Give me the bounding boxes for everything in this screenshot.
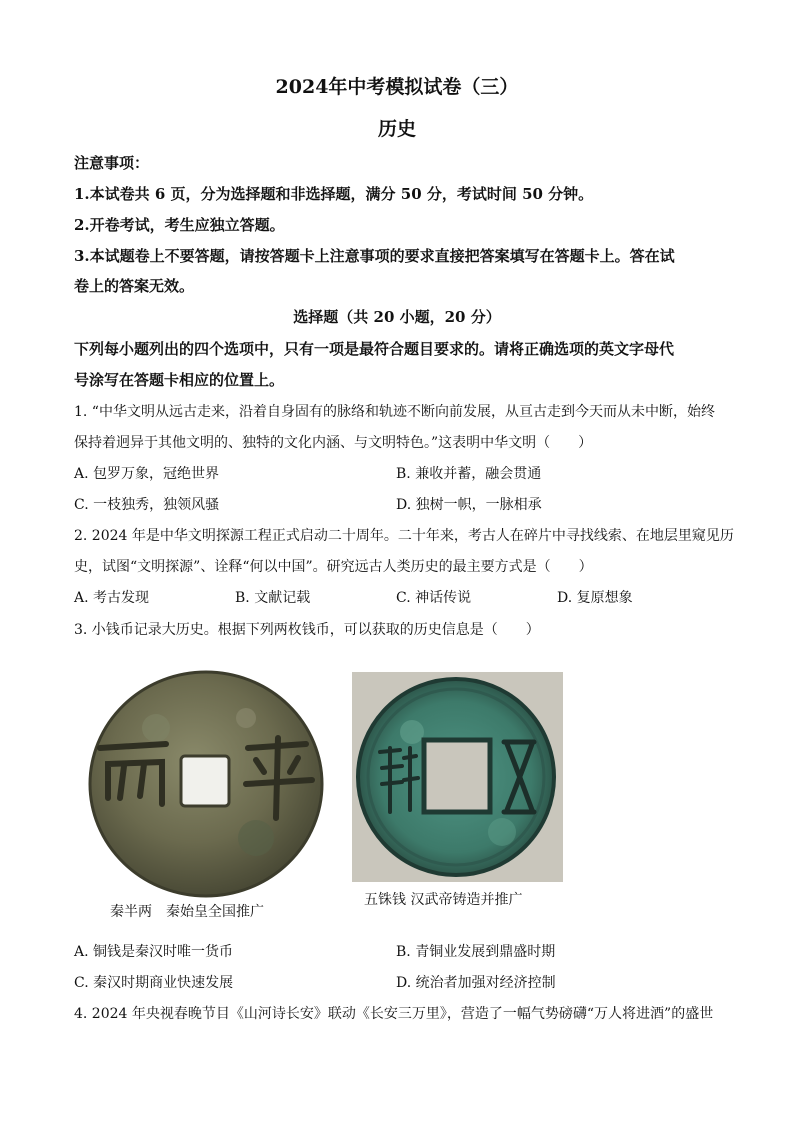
question-3-option-d: D. 统治者加强对经济控制 [396, 975, 556, 991]
notice-item: 卷上的答案无效。 [74, 277, 195, 295]
question-1-option-a: A. 包罗万象，冠绝世界 [74, 466, 220, 482]
section-title: 选择题（共 20 小题，20 分） [293, 308, 501, 326]
notice-heading: 注意事项： [74, 154, 150, 172]
question-1-text: 保持着迥异于其他文明的、独特的文化内涵、与文明特色。”这表明中华文明（ ） [74, 435, 593, 451]
question-1-option-d: D. 独树一帜，一脉相承 [396, 497, 542, 513]
question-2-text: 史，试图“文明探源”、诠释“何以中国”。研究远古人类历史的最主要方式是（ ） [74, 559, 593, 575]
notice-item: 3.本试题卷上不要答题，请按答题卡上注意事项的要求直接把答案填写在答题卡上。答在试 [74, 247, 675, 265]
question-3-option-c: C. 秦汉时期商业快速发展 [74, 975, 234, 991]
question-4-text: 4. 2024 年央视春晚节目《山河诗长安》联动《长安三万里》，营造了一幅气势磅礴“万人将进酒”的盛世 [74, 1006, 714, 1022]
question-2-option-c: C. 神话传说 [396, 590, 472, 606]
subject-title: 历史 [377, 118, 416, 140]
question-2-option-d: D. 复原想象 [557, 590, 633, 606]
section-instruction: 下列每小题列出的四个选项中，只有一项是最符合题目要求的。请将正确选项的英文字母代 [74, 340, 675, 358]
notice-item: 2.开卷考试，考生应独立答题。 [74, 216, 285, 234]
coin-1-caption: 秦半两 秦始皇全国推广 [110, 904, 264, 920]
question-2-text: 2. 2024 年是中华文明探源工程正式启动二十周年。二十年来，考古人在碎片中寻找线索、在地层里窥见历 [74, 528, 734, 544]
notice-item: 1.本试卷共 6 页，分为选择题和非选择题，满分 50 分，考试时间 50 分钟。 [74, 185, 594, 203]
question-2-option-a: A. 考古发现 [74, 590, 150, 606]
question-1-option-c: C. 一枝独秀，独领风骚 [74, 497, 220, 513]
question-3-option-b: B. 青铜业发展到鼎盛时期 [396, 944, 556, 960]
question-1-option-b: B. 兼收并蓄，融会贯通 [396, 466, 542, 482]
exam-title: 2024年中考模拟试卷（三） [275, 76, 519, 98]
wuzhu-coin-image [352, 672, 563, 882]
question-2-option-b: B. 文献记载 [235, 590, 311, 606]
question-3-text: 3. 小钱币记录大历史。根据下列两枚钱币，可以获取的历史信息是（ ） [74, 622, 540, 638]
coin-2-caption: 五铢钱 汉武帝铸造并推广 [364, 892, 523, 908]
question-3-option-a: A. 铜钱是秦汉时唯一货币 [74, 944, 234, 960]
section-instruction: 号涂写在答题卡相应的位置上。 [74, 371, 285, 389]
qin-banliang-coin-image [86, 668, 326, 900]
question-1-text: 1. “中华文明从远古走来，沿着自身固有的脉络和轨迹不断向前发展，从亘古走到今天而从未中断，始终 [74, 404, 715, 420]
